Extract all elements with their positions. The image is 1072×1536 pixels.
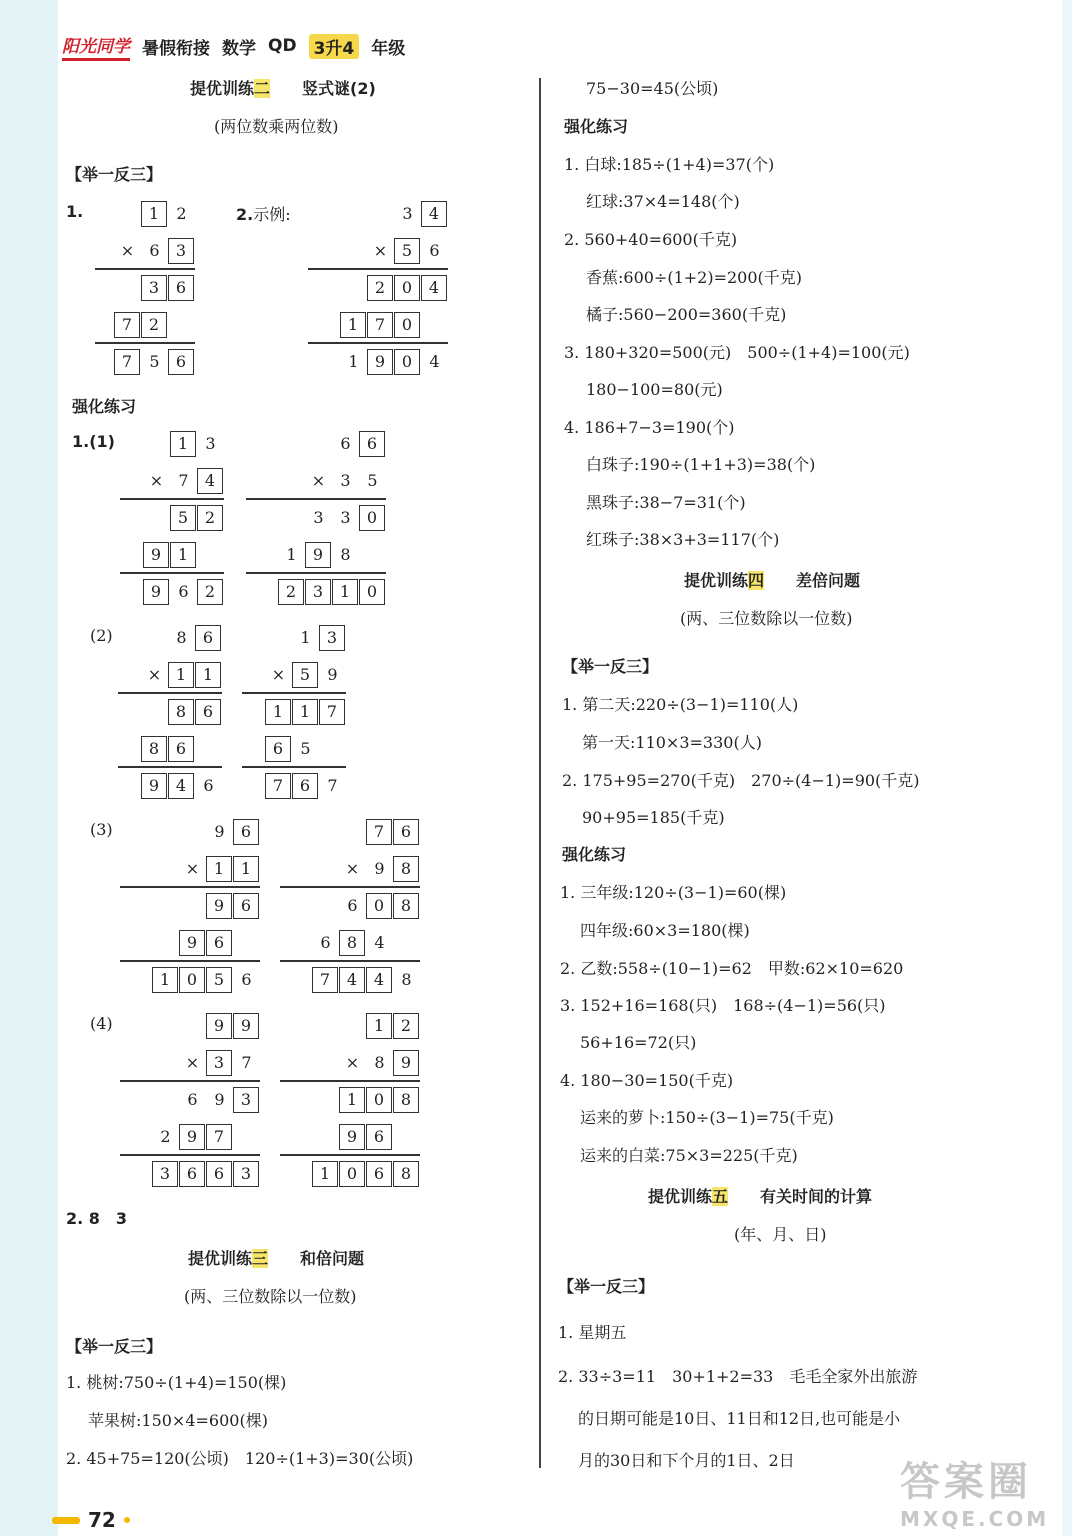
page-header xyxy=(62,30,405,62)
answer-line: 红珠子:38×3+3=117(个) xyxy=(586,530,780,549)
puzzle-row xyxy=(394,198,448,228)
puzzle-rule-line xyxy=(242,692,346,694)
section-title-5: 提优训练五 有关时间的计算 xyxy=(648,1187,873,1206)
puzzle-row xyxy=(339,890,420,920)
answer-line: 4. 186+7−3=190(个) xyxy=(564,418,735,437)
filled-digit-box: 6 xyxy=(292,773,318,799)
filled-digit-box: 6 xyxy=(359,431,385,457)
answer-line: 2. 33÷3=11 30+1+2=33 毛毛全家外出旅游 xyxy=(558,1367,918,1386)
page-dot-decoration xyxy=(124,1517,130,1523)
puzzle-row xyxy=(114,235,195,265)
filled-digit-box: 6 xyxy=(265,736,291,762)
filled-digit-box: 7 xyxy=(319,699,345,725)
filled-digit-box: 5 xyxy=(394,238,420,264)
filled-digit-box: 9 xyxy=(141,773,167,799)
section-title-3: 提优训练三 和倍问题 xyxy=(188,1249,365,1268)
filled-digit-box: 3 xyxy=(233,1161,259,1187)
qianghua-heading-4: 强化练习 xyxy=(562,845,627,864)
filled-digit-box: 2 xyxy=(141,312,167,338)
given-digit: × xyxy=(311,470,326,490)
given-digit: 2 xyxy=(176,203,187,223)
given-digit: 7 xyxy=(241,1052,252,1072)
juyi-heading-4: 【举一反三】 xyxy=(562,657,659,676)
answer-line: 月的30日和下个月的1日、2日 xyxy=(578,1451,795,1470)
filled-digit-box: 1 xyxy=(170,542,196,568)
puzzle-rule-line xyxy=(280,1080,420,1082)
filled-digit-box: 4 xyxy=(421,201,447,227)
puzzle-row xyxy=(152,1121,233,1151)
filled-digit-box: 5 xyxy=(170,505,196,531)
filled-digit-box: 1 xyxy=(152,967,178,993)
puzzle-rule-line xyxy=(118,692,222,694)
puzzle-row xyxy=(168,622,222,652)
qianghua-heading: 强化练习 xyxy=(564,117,629,136)
given-digit: × xyxy=(185,858,200,878)
answer-line: 180−100=80(元) xyxy=(586,380,723,399)
example-label: 示例: xyxy=(253,205,291,224)
grade-badge: 3升4 xyxy=(309,34,360,59)
part-1-label: 1.(1) xyxy=(72,432,115,451)
puzzle-row xyxy=(305,502,386,532)
puzzle-row xyxy=(206,1010,260,1040)
answer-line: 1. 白球:185÷(1+4)=37(个) xyxy=(564,155,775,174)
filled-digit-box: 3 xyxy=(152,1161,178,1187)
part-4-label: (4) xyxy=(90,1014,113,1033)
answer-line: 3. 152+16=168(只) 168÷(4−1)=56(只) xyxy=(560,996,886,1015)
answer-line: 红球:37×4=148(个) xyxy=(586,192,740,211)
grade-suffix: 年级 xyxy=(371,38,406,59)
puzzle-row xyxy=(179,853,260,883)
puzzle-row xyxy=(114,309,168,339)
given-digit: 3 xyxy=(402,203,413,223)
given-digit: × xyxy=(149,470,164,490)
answer-line: 香蕉:600÷(1+2)=200(千克) xyxy=(586,268,803,287)
answer-line: 黑珠子:38−7=31(个) xyxy=(586,493,746,512)
puzzle-rule-line xyxy=(120,886,260,888)
filled-digit-box: 6 xyxy=(393,819,419,845)
filled-digit-box: 9 xyxy=(143,542,169,568)
given-digit: 4 xyxy=(374,932,385,952)
juyi-heading-5: 【举一反三】 xyxy=(558,1277,655,1296)
puzzle-row xyxy=(305,465,386,495)
puzzle-row xyxy=(367,235,448,265)
filled-digit-box: 8 xyxy=(393,893,419,919)
filled-digit-box: 1 xyxy=(170,431,196,457)
answer-line: 3. 180+320=500(元) 500÷(1+4)=100(元) xyxy=(564,343,910,362)
puzzle-rule-line xyxy=(95,268,195,270)
filled-digit-box: 1 xyxy=(141,201,167,227)
given-digit: 6 xyxy=(203,775,214,795)
filled-digit-box: 7 xyxy=(114,312,140,338)
filled-digit-box: 0 xyxy=(179,967,205,993)
puzzle-row xyxy=(152,1158,260,1188)
given-digit: 5 xyxy=(367,470,378,490)
question-1-label: 1. xyxy=(66,202,84,221)
section-title-4: 提优训练四 差倍问题 xyxy=(684,571,861,590)
puzzle-rule-line xyxy=(120,1080,260,1082)
filled-digit-box: 9 xyxy=(206,893,232,919)
given-digit: 5 xyxy=(300,738,311,758)
puzzle-rule-line xyxy=(120,960,260,962)
puzzle-rule-line xyxy=(280,960,420,962)
filled-digit-box: 7 xyxy=(366,819,392,845)
given-digit: 8 xyxy=(340,544,351,564)
puzzle-row xyxy=(141,272,195,302)
puzzle-row xyxy=(339,1047,420,1077)
section-title-2: 提优训练二 竖式谜(2) xyxy=(190,79,376,98)
filled-digit-box: 3 xyxy=(168,238,194,264)
puzzle-row xyxy=(265,733,319,763)
answer-line: 2. 560+40=600(千克) xyxy=(564,230,738,249)
filled-digit-box: 1 xyxy=(233,856,259,882)
filled-digit-box: 3 xyxy=(206,1050,232,1076)
answer-line: 苹果树:150×4=600(棵) xyxy=(88,1411,268,1430)
filled-digit-box: 6 xyxy=(179,1161,205,1187)
puzzle-row xyxy=(170,428,224,458)
given-digit: 8 xyxy=(374,1052,385,1072)
filled-digit-box: 9 xyxy=(179,1124,205,1150)
answer-line: 2. 175+95=270(千克) 270÷(4−1)=90(千克) xyxy=(562,771,920,790)
given-digit: 9 xyxy=(214,821,225,841)
given-digit: 6 xyxy=(340,433,351,453)
filled-digit-box: 2 xyxy=(393,1013,419,1039)
filled-digit-box: 3 xyxy=(305,579,331,605)
filled-digit-box: 2 xyxy=(278,579,304,605)
given-digit: 3 xyxy=(340,470,351,490)
puzzle-row xyxy=(292,622,346,652)
given-digit: × xyxy=(345,1052,360,1072)
given-digit: 6 xyxy=(429,240,440,260)
filled-digit-box: 6 xyxy=(206,930,232,956)
puzzle-row xyxy=(340,309,421,339)
puzzle-rule-line xyxy=(280,1154,420,1156)
given-digit: 7 xyxy=(327,775,338,795)
puzzle-row xyxy=(366,816,420,846)
filled-digit-box: 8 xyxy=(168,699,194,725)
puzzle-row xyxy=(179,1047,260,1077)
given-digit: 9 xyxy=(374,858,385,878)
section-subtitle-4: (两、三位数除以一位数) xyxy=(680,609,853,628)
answer-line: 1. 星期五 xyxy=(558,1323,627,1342)
given-digit: 5 xyxy=(149,351,160,371)
filled-digit-box: 3 xyxy=(319,625,345,651)
puzzle-rule-line xyxy=(308,268,448,270)
puzzle-row xyxy=(340,346,448,376)
given-digit: 4 xyxy=(429,351,440,371)
answer-line: 第一天:110×3=330(人) xyxy=(582,733,762,752)
puzzle-row xyxy=(312,964,420,994)
filled-digit-box: 1 xyxy=(206,856,232,882)
given-digit: 3 xyxy=(340,507,351,527)
answer-line: 2. 45+75=120(公顷) 120÷(1+3)=30(公顷) xyxy=(66,1449,414,1468)
filled-digit-box: 0 xyxy=(394,312,420,338)
filled-digit-box: 0 xyxy=(394,349,420,375)
given-digit: 9 xyxy=(214,1089,225,1109)
puzzle-row xyxy=(206,890,260,920)
puzzle-row xyxy=(312,927,393,957)
filled-digit-box: 9 xyxy=(393,1050,419,1076)
filled-digit-box: 9 xyxy=(179,930,205,956)
filled-digit-box: 4 xyxy=(366,967,392,993)
puzzle-row xyxy=(265,770,346,800)
given-digit: 2 xyxy=(160,1126,171,1146)
given-digit: 6 xyxy=(320,932,331,952)
filled-digit-box: 2 xyxy=(367,275,393,301)
filled-digit-box: 7 xyxy=(312,967,338,993)
filled-digit-box: 6 xyxy=(233,893,259,919)
given-digit: 1 xyxy=(286,544,297,564)
answer-line: 90+95=185(千克) xyxy=(582,808,725,827)
filled-digit-box: 1 xyxy=(292,699,318,725)
puzzle-row xyxy=(141,198,195,228)
puzzle-row xyxy=(152,964,260,994)
given-digit: 3 xyxy=(313,507,324,527)
filled-digit-box: 3 xyxy=(233,1087,259,1113)
puzzle-rule-line xyxy=(120,1154,260,1156)
filled-digit-box: 6 xyxy=(206,1161,232,1187)
puzzle-row xyxy=(265,659,346,689)
puzzle-row xyxy=(312,1158,420,1188)
section-subtitle-5: (年、月、日) xyxy=(734,1225,827,1244)
puzzle-row xyxy=(206,816,260,846)
filled-digit-box: 6 xyxy=(195,699,221,725)
part-2-label: (2) xyxy=(90,626,113,645)
column-divider xyxy=(539,78,541,1468)
puzzle-rule-line xyxy=(120,572,224,574)
given-digit: 6 xyxy=(347,895,358,915)
puzzle-row xyxy=(141,659,222,689)
filled-digit-box: 4 xyxy=(197,468,223,494)
filled-digit-box: 4 xyxy=(168,773,194,799)
given-digit: × xyxy=(120,240,135,260)
qianghua-heading: 强化练习 xyxy=(72,397,137,416)
filled-digit-box: 0 xyxy=(359,579,385,605)
puzzle-rule-line xyxy=(120,498,224,500)
filled-digit-box: 8 xyxy=(339,930,365,956)
given-digit: 1 xyxy=(348,351,359,371)
filled-digit-box: 1 xyxy=(332,579,358,605)
puzzle-row xyxy=(168,696,222,726)
given-digit: 6 xyxy=(149,240,160,260)
puzzle-row xyxy=(265,696,346,726)
filled-digit-box: 9 xyxy=(339,1124,365,1150)
answer-line: 白珠子:190÷(1+1+3)=38(个) xyxy=(586,455,816,474)
puzzle-rule-line xyxy=(308,342,448,344)
filled-digit-box: 2 xyxy=(197,579,223,605)
filled-digit-box: 9 xyxy=(233,1013,259,1039)
given-digit: 1 xyxy=(300,627,311,647)
given-digit: 7 xyxy=(178,470,189,490)
given-digit: 6 xyxy=(178,581,189,601)
given-digit: 6 xyxy=(187,1089,198,1109)
puzzle-row xyxy=(143,576,224,606)
answer-2: 2. 8 3 xyxy=(66,1209,128,1228)
filled-digit-box: 7 xyxy=(114,349,140,375)
puzzle-row xyxy=(141,733,195,763)
answer-line: 56+16=72(只) xyxy=(580,1033,697,1052)
puzzle-row xyxy=(367,272,448,302)
filled-digit-box: 2 xyxy=(197,505,223,531)
filled-digit-box: 9 xyxy=(143,579,169,605)
filled-digit-box: 9 xyxy=(206,1013,232,1039)
answer-line: 1. 桃树:750÷(1+4)=150(棵) xyxy=(66,1373,287,1392)
given-digit: × xyxy=(271,664,286,684)
puzzle-row xyxy=(143,539,197,569)
edition-code: QD xyxy=(268,36,297,56)
puzzle-row xyxy=(339,1121,393,1151)
answer-line: 运来的萝卜:150÷(3−1)=75(千克) xyxy=(580,1108,834,1127)
filled-digit-box: 7 xyxy=(206,1124,232,1150)
filled-digit-box: 0 xyxy=(366,893,392,919)
filled-digit-box: 9 xyxy=(367,349,393,375)
filled-digit-box: 6 xyxy=(366,1161,392,1187)
given-digit: 8 xyxy=(176,627,187,647)
given-digit: 9 xyxy=(327,664,338,684)
answer-line: 2. 乙数:558÷(10−1)=62 甲数:62×10=620 xyxy=(560,959,904,978)
puzzle-row xyxy=(366,1010,420,1040)
part-3-label: (3) xyxy=(90,820,113,839)
page-bar-decoration xyxy=(52,1517,80,1524)
juyi-heading: 【举一反三】 xyxy=(66,165,163,184)
filled-digit-box: 8 xyxy=(393,856,419,882)
page-number: 72 xyxy=(52,1508,130,1532)
section-subtitle-3: (两、三位数除以一位数) xyxy=(184,1287,357,1306)
puzzle-row xyxy=(339,1084,420,1114)
answer-line: 1. 三年级:120÷(3−1)=60(棵) xyxy=(560,883,787,902)
given-digit: 3 xyxy=(205,433,216,453)
filled-digit-box: 0 xyxy=(366,1087,392,1113)
given-digit: × xyxy=(185,1052,200,1072)
answer-line: 橘子:560−200=360(千克) xyxy=(586,305,787,324)
watermark: 答案圈 MXQE.COM xyxy=(900,1459,1050,1531)
puzzle-row xyxy=(170,502,224,532)
filled-digit-box: 7 xyxy=(367,312,393,338)
brand-logo: 阳光同学 xyxy=(62,32,130,61)
puzzle-row xyxy=(332,428,386,458)
answer-line: 75−30=45(公顷) xyxy=(586,79,719,98)
filled-digit-box: 5 xyxy=(292,662,318,688)
puzzle-row xyxy=(141,770,222,800)
puzzle-rule-line xyxy=(246,572,386,574)
left-color-band xyxy=(0,0,58,1536)
filled-digit-box: 1 xyxy=(195,662,221,688)
filled-digit-box: 6 xyxy=(366,1124,392,1150)
filled-digit-box: 1 xyxy=(366,1013,392,1039)
filled-digit-box: 0 xyxy=(359,505,385,531)
filled-digit-box: 1 xyxy=(312,1161,338,1187)
filled-digit-box: 6 xyxy=(168,349,194,375)
puzzle-rule-line xyxy=(246,498,386,500)
filled-digit-box: 3 xyxy=(141,275,167,301)
answer-line: 1. 第二天:220÷(3−1)=110(人) xyxy=(562,695,799,714)
filled-digit-box: 4 xyxy=(421,275,447,301)
puzzle-rule-line xyxy=(95,342,195,344)
subject-name: 数学 xyxy=(222,38,256,59)
filled-digit-box: 6 xyxy=(168,275,194,301)
filled-digit-box: 1 xyxy=(265,699,291,725)
given-digit: 6 xyxy=(241,969,252,989)
right-color-band xyxy=(1062,0,1072,1536)
filled-digit-box: 1 xyxy=(340,312,366,338)
filled-digit-box: 6 xyxy=(168,736,194,762)
puzzle-row xyxy=(179,927,233,957)
filled-digit-box: 0 xyxy=(339,1161,365,1187)
filled-digit-box: 5 xyxy=(206,967,232,993)
filled-digit-box: 6 xyxy=(195,625,221,651)
filled-digit-box: 1 xyxy=(339,1087,365,1113)
given-digit: × xyxy=(373,240,388,260)
filled-digit-box: 9 xyxy=(305,542,331,568)
filled-digit-box: 1 xyxy=(168,662,194,688)
puzzle-row xyxy=(278,539,359,569)
given-digit: × xyxy=(345,858,360,878)
puzzle-row xyxy=(278,576,386,606)
filled-digit-box: 8 xyxy=(141,736,167,762)
question-2-label: 2. xyxy=(236,205,254,224)
filled-digit-box: 4 xyxy=(339,967,365,993)
puzzle-row xyxy=(143,465,224,495)
puzzle-rule-line xyxy=(242,766,346,768)
puzzle-row xyxy=(114,346,195,376)
puzzle-rule-line xyxy=(118,766,222,768)
given-digit: 8 xyxy=(401,969,412,989)
section-subtitle-2: (两位数乘两位数) xyxy=(214,117,339,136)
filled-digit-box: 8 xyxy=(393,1161,419,1187)
puzzle-rule-line xyxy=(280,886,420,888)
filled-digit-box: 7 xyxy=(265,773,291,799)
juyi-heading-3: 【举一反三】 xyxy=(66,1337,163,1356)
answer-line: 的日期可能是10日、11日和12日,也可能是小 xyxy=(578,1409,901,1428)
filled-digit-box: 8 xyxy=(393,1087,419,1113)
series-name: 暑假衔接 xyxy=(142,38,210,59)
answer-line: 运来的白菜:75×3=225(千克) xyxy=(580,1146,798,1165)
puzzle-row xyxy=(339,853,420,883)
filled-digit-box: 0 xyxy=(394,275,420,301)
filled-digit-box: 6 xyxy=(233,819,259,845)
given-digit: × xyxy=(147,664,162,684)
answer-line: 4. 180−30=150(千克) xyxy=(560,1071,734,1090)
answer-line: 四年级:60×3=180(棵) xyxy=(580,921,750,940)
puzzle-row xyxy=(179,1084,260,1114)
